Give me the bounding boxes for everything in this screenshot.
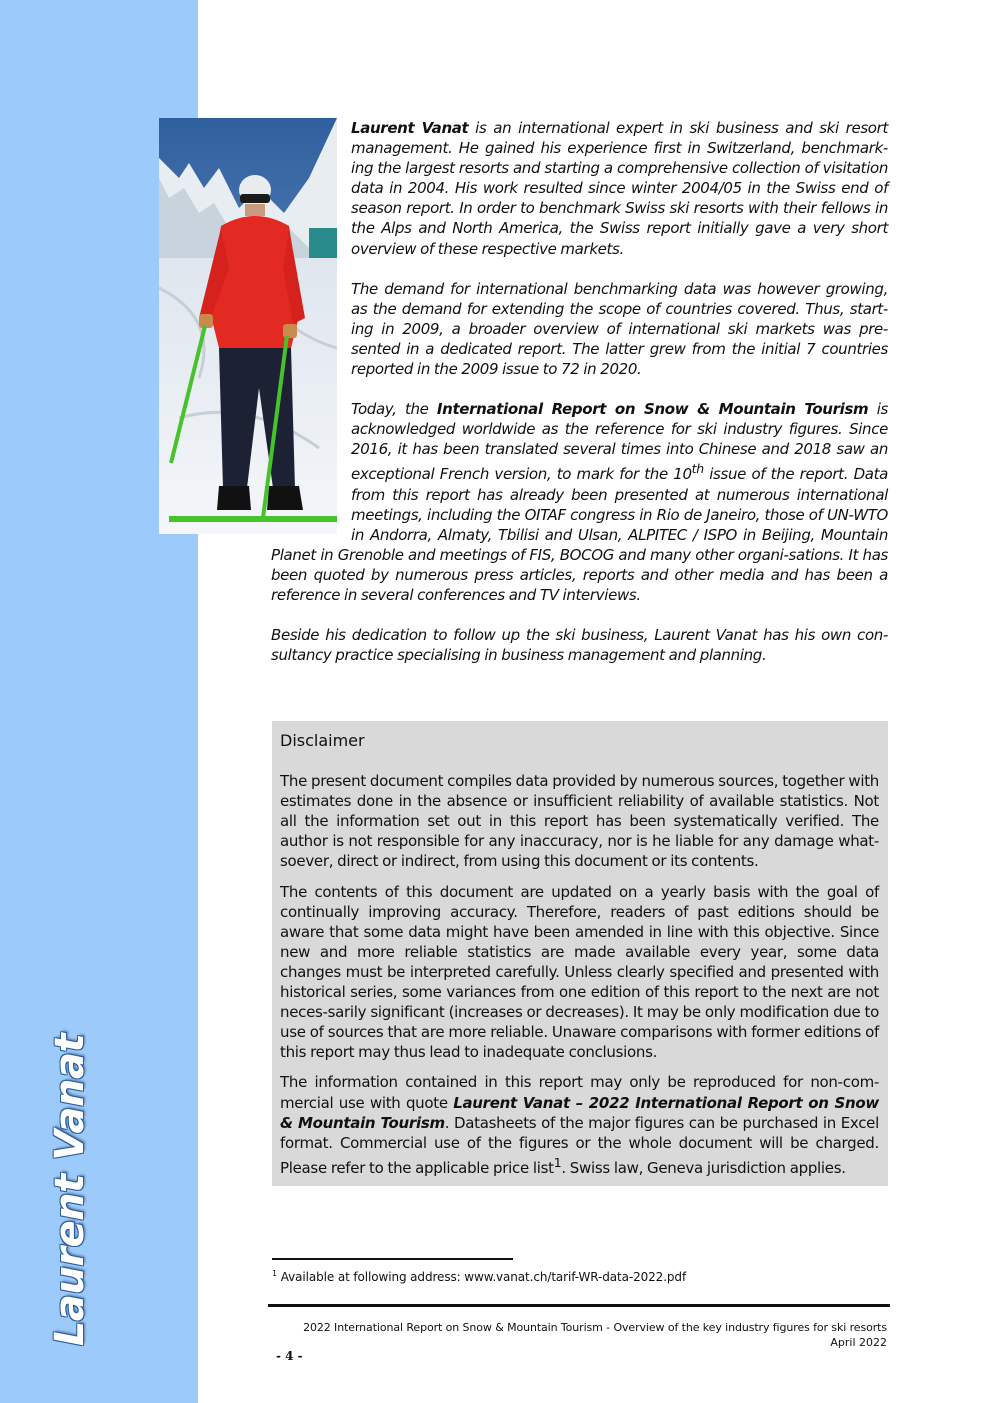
footer-divider xyxy=(268,1304,890,1307)
disclaimer-paragraph-2: The contents of this document are updated on a yearly basis with the goal of continually improving accuracy. Therefore, readers of past editions should be aware that some data might have been amended in line with this objective. Since new and more reliable statistics are made available every year, some data changes must be interpreted carefully. Unless clearly specified and presented with historical series, some variances from one edition of this report to the next are not neces-sarily significant (increases or decreases). It may be only modification due to use of sources that are more reliable. Unaware comparisons with former editions of this report may thus lead to inadequate conclusions. xyxy=(280,882,879,1062)
disclaimer-box xyxy=(272,721,888,1186)
author-bio xyxy=(271,118,888,685)
disclaimer-paragraph-3: The information contained in this report may only be reproduced for non-com-mercial use with quote Laurent Vanat – 2022 International Report on Snow & Mountain Tourism. Datasheets of the major figures can be purchased in Excel format. Commercial use of the figures or the whole document will be charged. Please refer to the applicable price list$^1$. Swiss law, Geneva jurisdiction applies. xyxy=(280,1073,879,1177)
page-number: - 4 - xyxy=(276,1349,303,1363)
footnote: $^1$ Available at following address: www.vanat.ch/tarif-WR-data-2022.pdf xyxy=(272,1269,687,1284)
bio-paragraph-3: Today, the International Report on Snow & Mountain Tourism is acknowledged worldwide as the reference for ski industry figures. Since 2016, it has been translated several times into Chinese and 2018 saw an exceptional French version, to mark for the 10th issue of the report. Data from this report has already been presented at numerous international meetings, including the OITAF congress in Rio de Janeiro, those of UN-WTO in Andorra, Almaty, Tbilisi and Ulsan, ALPITEC / ISPO in Beijing, Mountain Planet in Grenoble and meetings of FIS, BOCOG and many other organi-sations. It has been quoted by numerous press articles, reports and other media and has been a reference in several conferences and TV interviews. xyxy=(271,400,889,604)
footnote-divider xyxy=(272,1258,513,1260)
sidebar-author-name: Laurent Vanat xyxy=(47,1033,93,1347)
footer-title: 2022 International Report on Snow & Mountain Tourism - Overview of the key industry figures for ski resorts xyxy=(303,1321,887,1334)
footer-date: April 2022 xyxy=(830,1336,887,1349)
disclaimer-title: Disclaimer xyxy=(280,731,365,750)
bio-paragraph-2: The demand for international benchmarking data was however growing, as the demand for extending the scope of countries covered. Thus, start-ing in 2009, a broader overview of international ski markets was pre-sented in a dedicated report. The latter grew from the initial 7 countries reported in the 2009 issue to 72 in 2020. xyxy=(351,279,888,379)
author-photo xyxy=(159,118,337,534)
disclaimer-paragraph-1: The present document compiles data provided by numerous sources, together with estimates done in the absence or insufficient reliability of available statistics. Not all the information set out in this report has been systematically verified. The author is not responsible for any inaccuracy, nor is he liable for any damage what-soever, direct or indirect, from using this document or its contents. xyxy=(280,772,879,871)
bio-paragraph-4: Beside his dedication to follow up the ski business, Laurent Vanat has his own con-sultancy practice specialising in business management and planning. xyxy=(271,626,888,665)
bio-paragraph-1: Laurent Vanat is an international expert in ski business and ski resort management. He gained his experience first in Switzerland, benchmark-ing the largest resorts and starting a comprehensive collection of visitation data in 2004. His work resulted since winter 2004/05 in the Swiss end of season report. In order to benchmark Swiss ski resorts with their fellows in the Alps and North America, the Swiss report initially gave a very short overview of these respective markets. xyxy=(351,119,888,258)
